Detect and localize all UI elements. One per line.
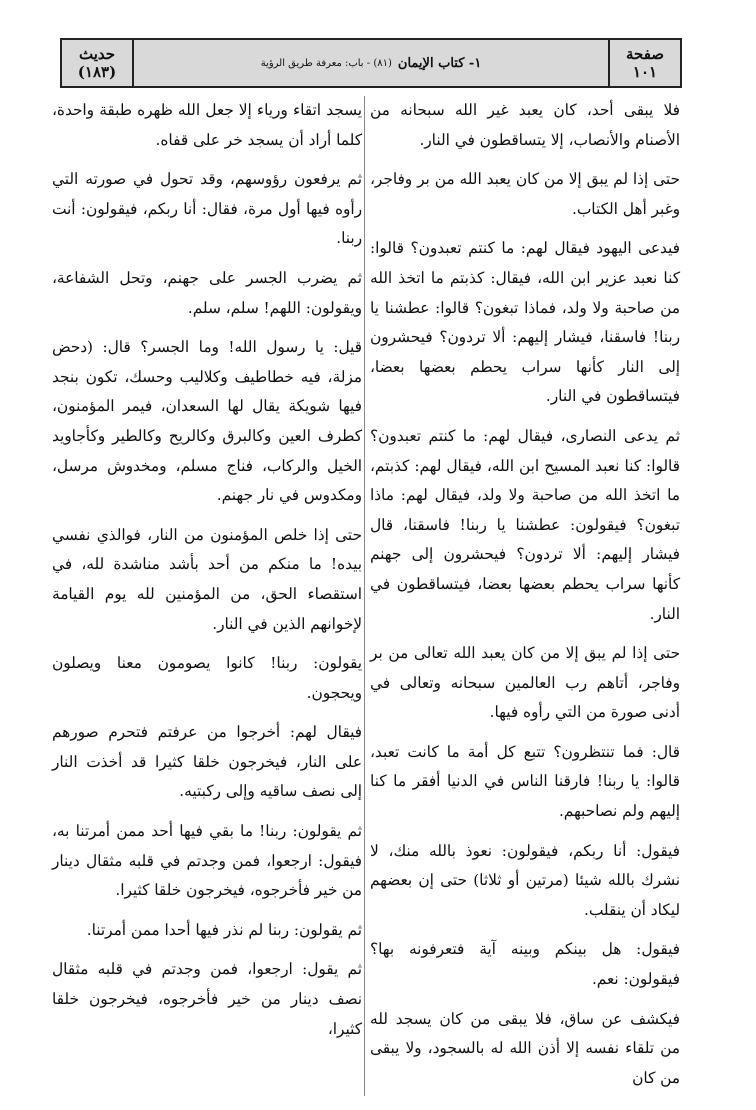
paragraph: ثم يدعى النصارى، فيقال لهم: ما كنتم تعبدون؟ قالوا: كنا نعبد المسيح ابن الله، فيقال لهم: كذبتم، ما اتخذ الله من صاحبة ولا ولد، فيقال لهم: ماذا تبغون؟ فيقولون: عطشنا يا ربنا! فاسقنا، قال فيشار إليهم: ألا تردون؟ فيحشرون إلى جهنم كأنها سراب يحطم بعضها بعضا، فيتساقطون في النار. <box>370 426 680 623</box>
hadith-number: (١٨٣) <box>77 63 117 81</box>
paragraph: فيدعى اليهود فيقال لهم: ما كنتم تعبدون؟ قالوا: كنا نعبد عزير ابن الله، فيقال: كذبتم ما اتخذ الله من صاحبة ولا ولد، فماذا تبغون؟ قالوا: عطشنا يا ربنا! فاسقنا، فيشار إليهم: ألا تردون؟ فيحشرون إلى النار كأنها سراب يحطم بعضها بعضا، فيتساقطون في النار. <box>370 239 680 406</box>
paragraph: ثم يقولون: ربنا لم نذر فيها أحدا ممن أمرتنا. <box>86 920 362 939</box>
paragraph: فيقال لهم: أخرجوا من عرفتم فتحرم صورهم على النار، فيخرجون خلقا كثيرا قد أخذت النار إلى نصف ساقيه وإلى ركبتيه. <box>52 723 362 801</box>
paragraph: قال: فما تنتظرون؟ تتبع كل أمة ما كانت تعبد، قالوا: يا ربنا! فارقنا الناس في الدنيا أفقر ما كنا إليهم ولم نصاحبهم. <box>370 742 680 821</box>
column-divider <box>364 96 365 1096</box>
hadith-label: حديث <box>78 45 116 63</box>
paragraph: ثم يقولون: ربنا! ما بقي فيها أحد ممن أمرتنا به، فيقول: ارجعوا، فمن وجدتم في قلبه مثقال دينار من خير فأخرجوه، فيخرجون خلقا كثيرا. <box>52 822 362 900</box>
paragraph: فلا يبقى أحد، كان يعبد غير الله سبحانه من الأصنام والأنصاب، إلا يتساقطون في النار. <box>370 101 680 149</box>
paragraph: حتى إذا لم يبق إلا من كان يعبد الله من بر وفاجر، وغبر أهل الكتاب. <box>370 170 680 218</box>
paragraph: حتى إذا لم يبق إلا من كان يعبد الله تعالى من بر وفاجر، أتاهم رب العالمين سبحانه وتعالى في أدنى صورة من التي رأوه فيها. <box>370 644 680 722</box>
paragraph: حتى إذا خلص المؤمنون من النار، فوالذي نفسي بيده! ما منكم من أحد بأشد مناشدة لله، في استقصاء الحق، من المؤمنين لله يوم القيامة لإخوانهم الذين في النار. <box>52 525 362 633</box>
left-text-column <box>52 96 362 1054</box>
page-header <box>60 38 682 88</box>
paragraph: يقولون: ربنا! كانوا يصومون معنا ويصلون ويحجون. <box>52 654 362 702</box>
paragraph: قيل: يا رسول الله! وما الجسر؟ قال: (دحض مزلة، فيه خطاطيف وكلاليب وحسك، تكون بنجد فيها شويكة يقال لها السعدان، فيمر المؤمنون، كطرف العين وكالبرق وكالريح وكالطير وكأجاويد الخيل والركاب، فناج مسلم، ومخدوش مرسل، ومكدوس في نار جهنم. <box>52 338 362 505</box>
chapter-title: (٨١) - باب: معرفة طريق الرؤية <box>260 57 392 69</box>
paragraph: ثم يرفعون رؤوسهم، وقد تحول في صورته التي رأوه فيها أول مرة، فقال: أنا ربكم، فيقولون: أنت ربنا. <box>52 170 362 248</box>
page-number: ١٠١ <box>632 63 658 81</box>
paragraph: فيكشف عن ساق، فلا يبقى من كان يسجد لله من تلقاء نفسه إلا أذن الله له بالسجود، ولا يبقى من كان <box>370 1009 680 1087</box>
hadith-number-box <box>62 40 134 86</box>
paragraph: فيقول: هل بينكم وبينه آية فتعرفونه بها؟ فيقولون: نعم. <box>370 940 680 989</box>
right-text-column <box>370 96 680 1103</box>
page-number-box <box>608 40 680 86</box>
book-title: ١- كتاب الإيمان <box>397 55 482 71</box>
paragraph: يسجد اتقاء ورياء إلا جعل الله ظهره طبقة واحدة، كلما أراد أن يسجد خر على قفاه. <box>52 101 362 149</box>
paragraph: ثم يضرب الجسر على جهنم، وتحل الشفاعة، ويقولون: اللهم! سلم، سلم. <box>52 268 362 317</box>
running-title <box>134 40 608 86</box>
page-label: صفحة <box>625 45 665 63</box>
paragraph: فيقول: أنا ربكم، فيقولون: نعوذ بالله منك، لا نشرك بالله شيئا (مرتين أو ثلاثا) حتى إن بعضهم ليكاد أن ينقلب. <box>370 841 680 919</box>
paragraph: ثم يقول: ارجعوا، فمن وجدتم في قلبه مثقال نصف دينار من خير فأخرجوه، فيخرجون خلقا كثيرا، <box>52 960 362 1038</box>
